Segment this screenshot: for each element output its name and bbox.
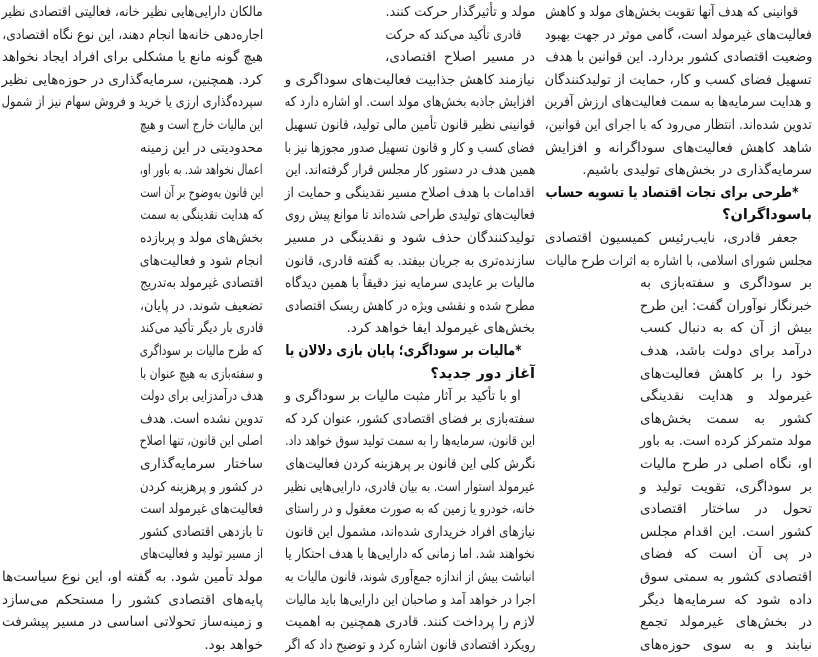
line-text: تولیدکنندگان حذف شود و نقدینگی در مسیر <box>285 230 535 246</box>
line-text: قوانینی که هدف آنها تقویت بخش‌های مولد و کاهش <box>545 4 798 20</box>
line-text: هیچ گونه مانع یا مشکلی برای افراد ایجاد نخواهد <box>2 49 263 66</box>
body-text-line <box>285 272 535 295</box>
line-text: مجلس شورای اسلامی، با اشاره به اثرات طرح مالیات <box>545 252 812 269</box>
line-text: سفته‌بازی بر فضای اقتصادی کشور، عنوان کرد که <box>285 410 535 427</box>
body-text-line <box>2 634 263 657</box>
line-text: فعالیت‌های غیرمولد است <box>140 501 263 518</box>
body-text-line <box>640 430 812 453</box>
body-text-line <box>140 317 263 340</box>
body-text-line <box>285 521 535 544</box>
line-text: فعالیت‌های غیرمولد است، گامی موثر در جهت بهبود <box>545 26 812 43</box>
body-text-line <box>545 227 812 250</box>
body-text-line <box>285 543 535 566</box>
body-text-line <box>285 634 535 657</box>
line-text: سپرده‌گذاری ارزی یا خرید و فروش سهام نیز از شمول <box>2 94 263 111</box>
line-text: نخواهند شد. اما زمانی که دارایی‌ها با هدف احتکار یا <box>285 546 535 563</box>
line-text: قادری بار دیگر تأکید می‌کند <box>140 320 263 337</box>
line-text: در پی آن است که فضای <box>640 546 812 563</box>
line-text: بر سوداگری و سفته‌بازی به <box>640 275 812 292</box>
body-text-line <box>2 611 263 634</box>
body-text-line <box>640 634 812 657</box>
line-text: فضای کسب و کار و قانون تسهیل صدور مجوزها نیز با <box>285 139 535 156</box>
body-text-line <box>545 46 812 69</box>
body-text-line <box>640 589 812 612</box>
line-text: او با تأکید بر آثار مثبت مالیات بر سوداگری و <box>285 388 521 405</box>
line-text: شاهد کاهش فعالیت‌های سوداگرانه و افزایش <box>545 139 812 156</box>
line-text: این قانون به‌وضوح بر آن است <box>140 184 263 201</box>
line-text: اصلی این قانون، تنها اصلاح <box>140 433 263 450</box>
line-text: نیازمند کاهش جذابیت فعالیت‌های سوداگری و <box>285 71 535 88</box>
body-text-line <box>285 566 535 589</box>
body-text-line <box>140 137 263 160</box>
line-text: تا بازدهی اقتصادی کشور <box>140 523 263 540</box>
line-text: این مالیات خارج است و هیچ <box>140 117 263 133</box>
body-text-line <box>285 250 535 273</box>
section-heading-line <box>545 182 812 205</box>
line-text: نگرش کلی این قانون بر پرهزینه کردن فعالیت‌های <box>285 456 535 472</box>
body-text-line <box>545 137 812 160</box>
body-text-line <box>140 204 263 227</box>
line-text: باسوداگران؟ <box>722 207 812 224</box>
body-text-line <box>285 137 535 160</box>
body-text-line <box>640 340 812 363</box>
line-text: خود را بر کاهش فعالیت‌های <box>640 365 812 382</box>
line-text: انجام شود و فعالیت‌های <box>140 252 263 269</box>
body-text-line <box>285 295 535 318</box>
line-text: تحول در ساختار اقتصادی <box>640 501 812 518</box>
body-text-line <box>545 1 812 24</box>
line-text: بخش‌های غیرمولد ایفا خواهد کرد. <box>346 320 535 337</box>
line-text: اعمال نخواهد شد. به باور او، <box>140 162 263 179</box>
body-text-line <box>545 159 812 182</box>
line-text: داده شود که سرمایه‌ها دیگر <box>640 591 812 608</box>
line-text: و هدایت سرمایه‌ها به سمت فعالیت‌های ارزش آفرین <box>545 94 812 111</box>
body-text-line <box>285 114 535 137</box>
body-text-line <box>140 453 263 476</box>
body-text-line <box>285 589 535 612</box>
body-text-line <box>285 611 535 634</box>
body-text-line <box>640 408 812 431</box>
line-text: *مالیات بر سوداگری؛ پایان بازی دلالان یا <box>285 343 521 359</box>
body-text-line <box>545 250 812 273</box>
line-text: اجرا در خواهد آمد و صاحبان این دارایی‌ها باید مالیات <box>285 591 535 608</box>
body-text-line <box>140 114 263 137</box>
line-text: افزایش جاذبه بخش‌های مولد است. او اشاره دارد که <box>285 94 535 111</box>
line-text: که طرح مالیات بر سوداگری <box>140 343 263 359</box>
body-text-line <box>140 250 263 273</box>
line-text: جعفر قادری، نایب‌رئیس کمیسیون اقتصادی <box>545 230 798 246</box>
section-heading-line <box>285 340 535 363</box>
body-text-line <box>140 408 263 431</box>
line-text: و زمینه‌ساز تحولاتی اساسی در مسیر پیشرفت <box>2 614 263 631</box>
body-text-line <box>2 1 263 24</box>
line-text: آغاز دور جدید؟ <box>430 365 535 382</box>
line-text: مولد متمرکز کرده است. به باور <box>640 433 812 450</box>
line-text: که هدایت نقدینگی به سمت <box>140 207 263 224</box>
line-text: و سفته‌بازی به هیچ عنوان با <box>140 365 263 382</box>
body-text-line <box>140 385 263 408</box>
line-text: مولد و تأثیرگذار حرکت کنند. <box>385 4 535 20</box>
line-text: این قانون، سرمایه‌ها را به سمت تولید سوق خواهد داد. <box>285 433 535 450</box>
body-text-line <box>385 46 535 69</box>
body-text-line <box>285 227 535 250</box>
section-heading-line <box>545 204 812 227</box>
body-text-line <box>545 91 812 114</box>
line-text: تدوین نشده است. هدف <box>140 410 263 427</box>
line-text: قوانینی نظیر قانون تأمین مالی تولید، قانون تسهیل <box>285 117 535 133</box>
line-text: از مسیر تولید و فعالیت‌های <box>140 546 263 563</box>
line-text: خبرنگار نوآوران گفت: این طرح <box>640 297 812 314</box>
body-text-line <box>285 476 535 499</box>
line-text: نیازهای افراد خریداری شده‌اند، مشمول این قانون <box>285 523 535 540</box>
body-text-line <box>140 543 263 566</box>
line-text: ساختار سرمایه‌گذاری <box>140 456 263 472</box>
line-text: در مسیر اصلاح اقتصادی، <box>385 49 535 66</box>
body-text-line <box>640 521 812 544</box>
line-text: قادری تأکید می‌کند که حرکت <box>385 26 521 43</box>
body-text-line <box>2 69 263 92</box>
line-text: بیش از آن که به دنبال کسب <box>640 320 812 337</box>
line-text: اقتصادی غیرمولد به‌تدریج <box>140 275 263 292</box>
body-text-line <box>140 340 263 363</box>
body-text-line <box>140 521 263 544</box>
body-text-line <box>640 566 812 589</box>
line-text: مالیات بر عایدی سرمایه نیز دقیقاً با همین دیدگاه <box>285 275 535 292</box>
line-text: اجاره‌دهی خانه‌ها انجام دهند، این نوع نگاه اقتصادی، <box>2 26 263 43</box>
body-text-line <box>640 543 812 566</box>
line-text: اقتصادی کشور به سمتی سوق <box>640 569 812 585</box>
body-text-line <box>285 91 535 114</box>
body-text-line <box>285 385 535 408</box>
body-text-line <box>640 272 812 295</box>
line-text: خواهد بود. <box>204 636 263 653</box>
line-text: در کشور و پرهزینه کردن <box>140 478 263 495</box>
body-text-line <box>2 91 263 114</box>
body-text-line <box>545 69 812 92</box>
line-text: همین هدف در دستور کار مجلس قرار گرفته‌اند. این <box>285 162 535 179</box>
body-text-line <box>545 24 812 47</box>
body-text-line <box>640 498 812 521</box>
line-text: سازنده‌تری به جریان بیفتد. به گفته قادری، قانون <box>285 252 535 269</box>
body-text-line <box>385 1 535 24</box>
line-text: درآمد برای دولت باشد، هدف <box>640 343 812 359</box>
body-text-line <box>640 295 812 318</box>
body-text-line <box>140 295 263 318</box>
line-text: رویکرد اقتصادی قانون اشاره کرد و توضیح داد که اگر <box>285 636 535 653</box>
body-text-line <box>140 159 263 182</box>
body-text-line <box>285 182 535 205</box>
line-text: تدوین شده‌اند. انتظار می‌رود که با اجرای این قوانین، <box>545 117 812 133</box>
line-text: مالکان دارایی‌هایی نظیر خانه، فعالیتی اقتصادی نظیر <box>2 4 263 20</box>
line-text: وضعیت اقتصادی کشور بردارد. این قوانین با هدف <box>545 49 812 66</box>
line-text: فعالیت‌های تولیدی طراحی شده‌اند تا موانع پیش روی <box>285 207 535 224</box>
line-text: پایه‌های اقتصادی کشور را مستحکم می‌سازد <box>2 591 263 608</box>
body-text-line <box>140 498 263 521</box>
line-text: کشور به سمت بخش‌های <box>640 410 812 427</box>
line-text: تضعیف شوند. در پایان، <box>140 297 263 314</box>
line-text: سرمایه‌گذاری در بخش‌های تولیدی باشیم. <box>582 162 812 179</box>
body-text-line <box>640 385 812 408</box>
body-text-line <box>285 408 535 431</box>
line-text: *طرحی برای نجات اقتصاد یا تسویه حساب <box>545 184 798 201</box>
line-text: محدودیتی در این زمینه <box>140 139 263 156</box>
line-text: او، نگاه اصلی در طرح مالیات <box>640 456 812 472</box>
line-text: غیرمولد استوار است. به بیان قادری، دارایی‌هایی نظیر <box>285 478 535 495</box>
line-text: تسهیل فضای کسب و کار، حمایت از تولیدکنندگان <box>545 71 812 88</box>
body-text-line <box>140 227 263 250</box>
line-text: خانه، خودرو یا زمین که به صورت معقول و در راستای <box>285 501 535 518</box>
body-text-line <box>2 566 263 589</box>
line-text: غیرمولد و هدایت نقدینگی <box>640 388 812 405</box>
body-text-line <box>285 69 535 92</box>
body-text-line <box>640 476 812 499</box>
line-text: انباشت بیش از اندازه جمع‌آوری شوند، قانون مالیات به <box>285 569 535 585</box>
body-text-line <box>285 204 535 227</box>
line-text: مطرح شده و نقشی ویژه در کاهش ریسک اقتصادی <box>285 297 535 314</box>
body-text-line <box>2 24 263 47</box>
body-text-line <box>140 363 263 386</box>
body-text-line <box>385 24 535 47</box>
body-text-line <box>285 159 535 182</box>
line-text: لازم را پرداخت کنند. قادری همچنین به اهمیت <box>285 614 535 631</box>
body-text-line <box>140 430 263 453</box>
body-text-line <box>2 46 263 69</box>
line-text: مولد تأمین شود. به گفته او، این نوع سیاست‌ها <box>2 569 263 585</box>
line-text: کشور است. این اقدام مجلس <box>640 523 812 540</box>
body-text-line <box>640 317 812 340</box>
body-text-line <box>2 589 263 612</box>
line-text: کرد. همچنین، سرمایه‌گذاری در حوزه‌هایی نظیر <box>2 71 263 88</box>
line-text: اقدامات با هدف اصلاح مسیر نقدینگی و حمایت از <box>285 184 535 201</box>
line-text: نیابند و به سوی حوزه‌های <box>640 636 812 653</box>
body-text-line <box>285 430 535 453</box>
body-text-line <box>285 453 535 476</box>
body-text-line <box>140 476 263 499</box>
line-text: در بخش‌های غیرمولد تجمع <box>640 614 812 631</box>
line-text: بخش‌های مولد و پربازده <box>140 230 263 246</box>
body-text-line <box>140 272 263 295</box>
body-text-line <box>640 453 812 476</box>
body-text-line <box>640 363 812 386</box>
section-heading-line <box>285 363 535 386</box>
line-text: هدف درآمدزایی برای دولت <box>140 388 263 405</box>
body-text-line <box>640 611 812 634</box>
body-text-line <box>140 182 263 205</box>
body-text-line <box>285 498 535 521</box>
line-text: بر سوداگری، تقویت تولید و <box>640 478 812 495</box>
body-text-line <box>545 114 812 137</box>
body-text-line <box>285 317 535 340</box>
